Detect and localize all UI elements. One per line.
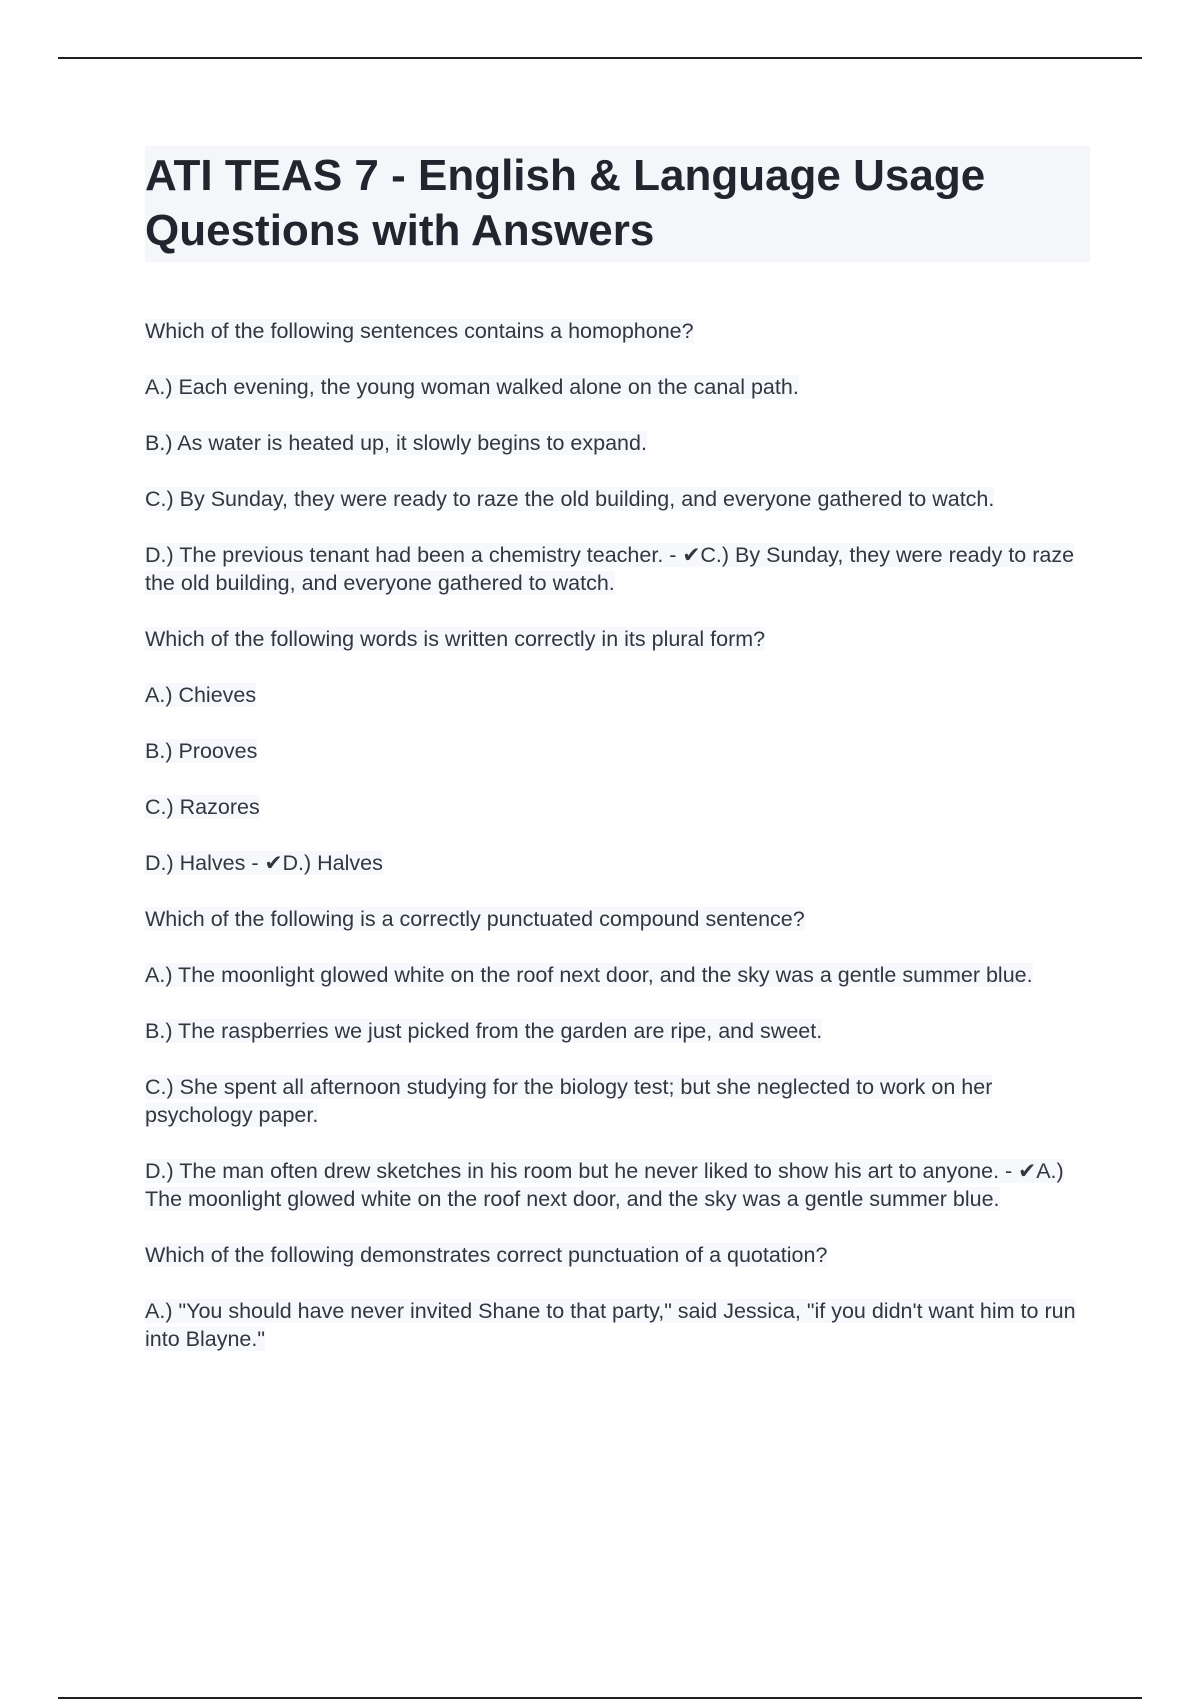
option-text: C.) By Sunday, they were ready to raze the old building, and everyone gathered to watch.	[145, 487, 995, 511]
question-1-option-c	[145, 485, 1090, 513]
option-text: D.) Halves - ✔D.) Halves	[145, 851, 383, 875]
question-3-text: Which of the following is a correctly punctuated compound sentence?	[145, 907, 805, 931]
question-1	[145, 317, 1090, 345]
option-text: D.) The previous tenant had been a chemistry teacher. - ✔C.) By Sunday, they were ready to raze the old building, and everyone gathered to watch.	[145, 543, 1075, 595]
option-text: B.) As water is heated up, it slowly begins to expand.	[145, 431, 647, 455]
title-block	[145, 146, 1090, 262]
option-text: C.) She spent all afternoon studying for the biology test; but she neglected to work on her psychology paper.	[145, 1075, 993, 1127]
question-4-text: Which of the following demonstrates correct punctuation of a quotation?	[145, 1243, 828, 1267]
question-3-option-c	[145, 1073, 1090, 1129]
question-3-option-b	[145, 1017, 1090, 1045]
option-text: A.) Chieves	[145, 683, 257, 707]
question-2-option-a	[145, 681, 1090, 709]
option-text: B.) The raspberries we just picked from the garden are ripe, and sweet.	[145, 1019, 823, 1043]
option-text: C.) Razores	[145, 795, 260, 819]
bottom-rule	[58, 1697, 1142, 1699]
question-3-option-a	[145, 961, 1090, 989]
question-3	[145, 905, 1090, 933]
option-text: B.) Prooves	[145, 739, 258, 763]
question-2-text: Which of the following words is written correctly in its plural form?	[145, 627, 766, 651]
option-text: A.) Each evening, the young woman walked alone on the canal path.	[145, 375, 799, 399]
option-text: A.) "You should have never invited Shane to that party," said Jessica, "if you didn't want him to run into Blayne."	[145, 1299, 1076, 1351]
question-2-option-d-answer	[145, 849, 1090, 877]
question-1-text: Which of the following sentences contains a homophone?	[145, 319, 694, 343]
question-1-option-d-answer	[145, 541, 1090, 597]
question-1-option-a	[145, 373, 1090, 401]
question-2-option-b	[145, 737, 1090, 765]
question-2-option-c	[145, 793, 1090, 821]
question-2	[145, 625, 1090, 653]
question-4	[145, 1241, 1090, 1269]
option-text: D.) The man often drew sketches in his room but he never liked to show his art to anyone. - ✔A.) The moonlight glowed white on the roof next door, and the sky was a gentle summer blue.	[145, 1159, 1064, 1211]
document-body	[145, 146, 1090, 1381]
question-1-option-b	[145, 429, 1090, 457]
option-text: A.) The moonlight glowed white on the roof next door, and the sky was a gentle summer blue.	[145, 963, 1033, 987]
top-rule	[58, 57, 1142, 59]
question-4-option-a	[145, 1297, 1090, 1353]
question-3-option-d-answer	[145, 1157, 1090, 1213]
document-title: ATI TEAS 7 - English & Language Usage Questions with Answers	[145, 151, 986, 255]
